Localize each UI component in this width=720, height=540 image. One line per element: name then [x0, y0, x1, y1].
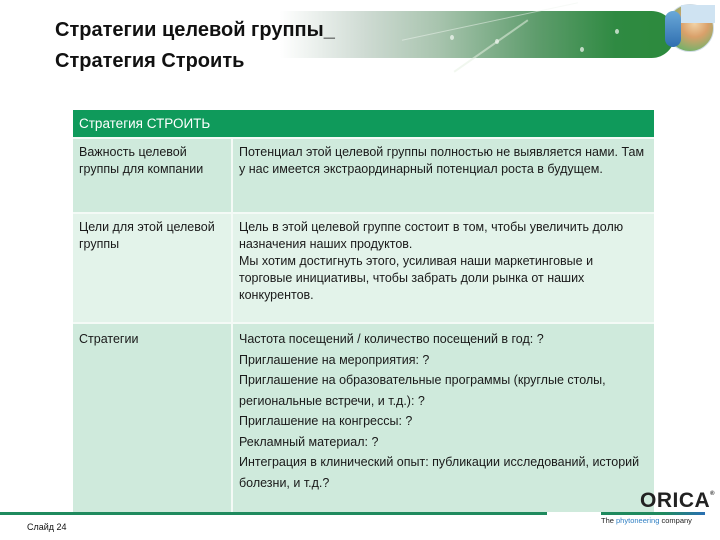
- title-line-2: Стратегия Строить: [55, 50, 245, 72]
- content-line: Цель в этой целевой группе состоит в том, чтобы увеличить долю назначения наших продуктов.: [239, 220, 624, 251]
- content-line: Частота посещений / количество посещений в год: ?: [239, 332, 544, 346]
- company-logo: [640, 489, 716, 513]
- table-header: Стратегия СТРОИТЬ: [73, 110, 654, 138]
- registered-mark: ®: [710, 491, 716, 497]
- table-row: [73, 138, 654, 213]
- strategy-table: [73, 110, 654, 512]
- logo-underline: [601, 512, 705, 515]
- table-row: [73, 213, 654, 323]
- footer-divider: [0, 512, 547, 515]
- content-line: Интеграция в клинический опыт: публикации исследований, историй болезни, и т.д.?: [239, 455, 640, 490]
- content-line: Приглашение на образовательные программы (круглые столы, региональные встречи, и т.д.): ?: [239, 373, 606, 408]
- row-content: [232, 213, 654, 323]
- title-line-1: Стратегии целевой группы_: [55, 19, 335, 41]
- tagline-highlight: phytoneering: [616, 516, 660, 525]
- slide-number: Слайд 24: [27, 522, 67, 532]
- company-tagline: [601, 516, 692, 525]
- content-line: Рекламный материал: ?: [239, 434, 379, 449]
- tagline-text: The: [601, 516, 617, 525]
- content-line: Потенциал этой целевой группы полностью не выявляется нами. Там у нас имеется экстраординарный потенциал роста в будущем.: [239, 145, 645, 176]
- row-content: [232, 323, 654, 512]
- content-line: Приглашение на конгрессы: ?: [239, 414, 413, 428]
- leaf-banner-image: [280, 11, 675, 58]
- company-photo-badge: [666, 4, 714, 52]
- table-row: [73, 323, 654, 512]
- table-header-row: [73, 110, 654, 138]
- content-line: Приглашение на мероприятия: ?: [239, 352, 430, 367]
- row-label: Цели для этой целевой группы: [73, 213, 232, 323]
- slide-title: [55, 15, 335, 77]
- content-line: Мы хотим достигнуть этого, усиливая наши маркетинговые и торговые инициативы, чтобы забрать доли рынка от наших конкурентов.: [239, 254, 594, 302]
- tagline-text: company: [659, 516, 692, 525]
- row-label: Стратегии: [73, 323, 232, 512]
- logo-text: ORICA: [640, 489, 711, 512]
- row-content: [232, 138, 654, 213]
- row-label: Важность целевой группы для компании: [73, 138, 232, 213]
